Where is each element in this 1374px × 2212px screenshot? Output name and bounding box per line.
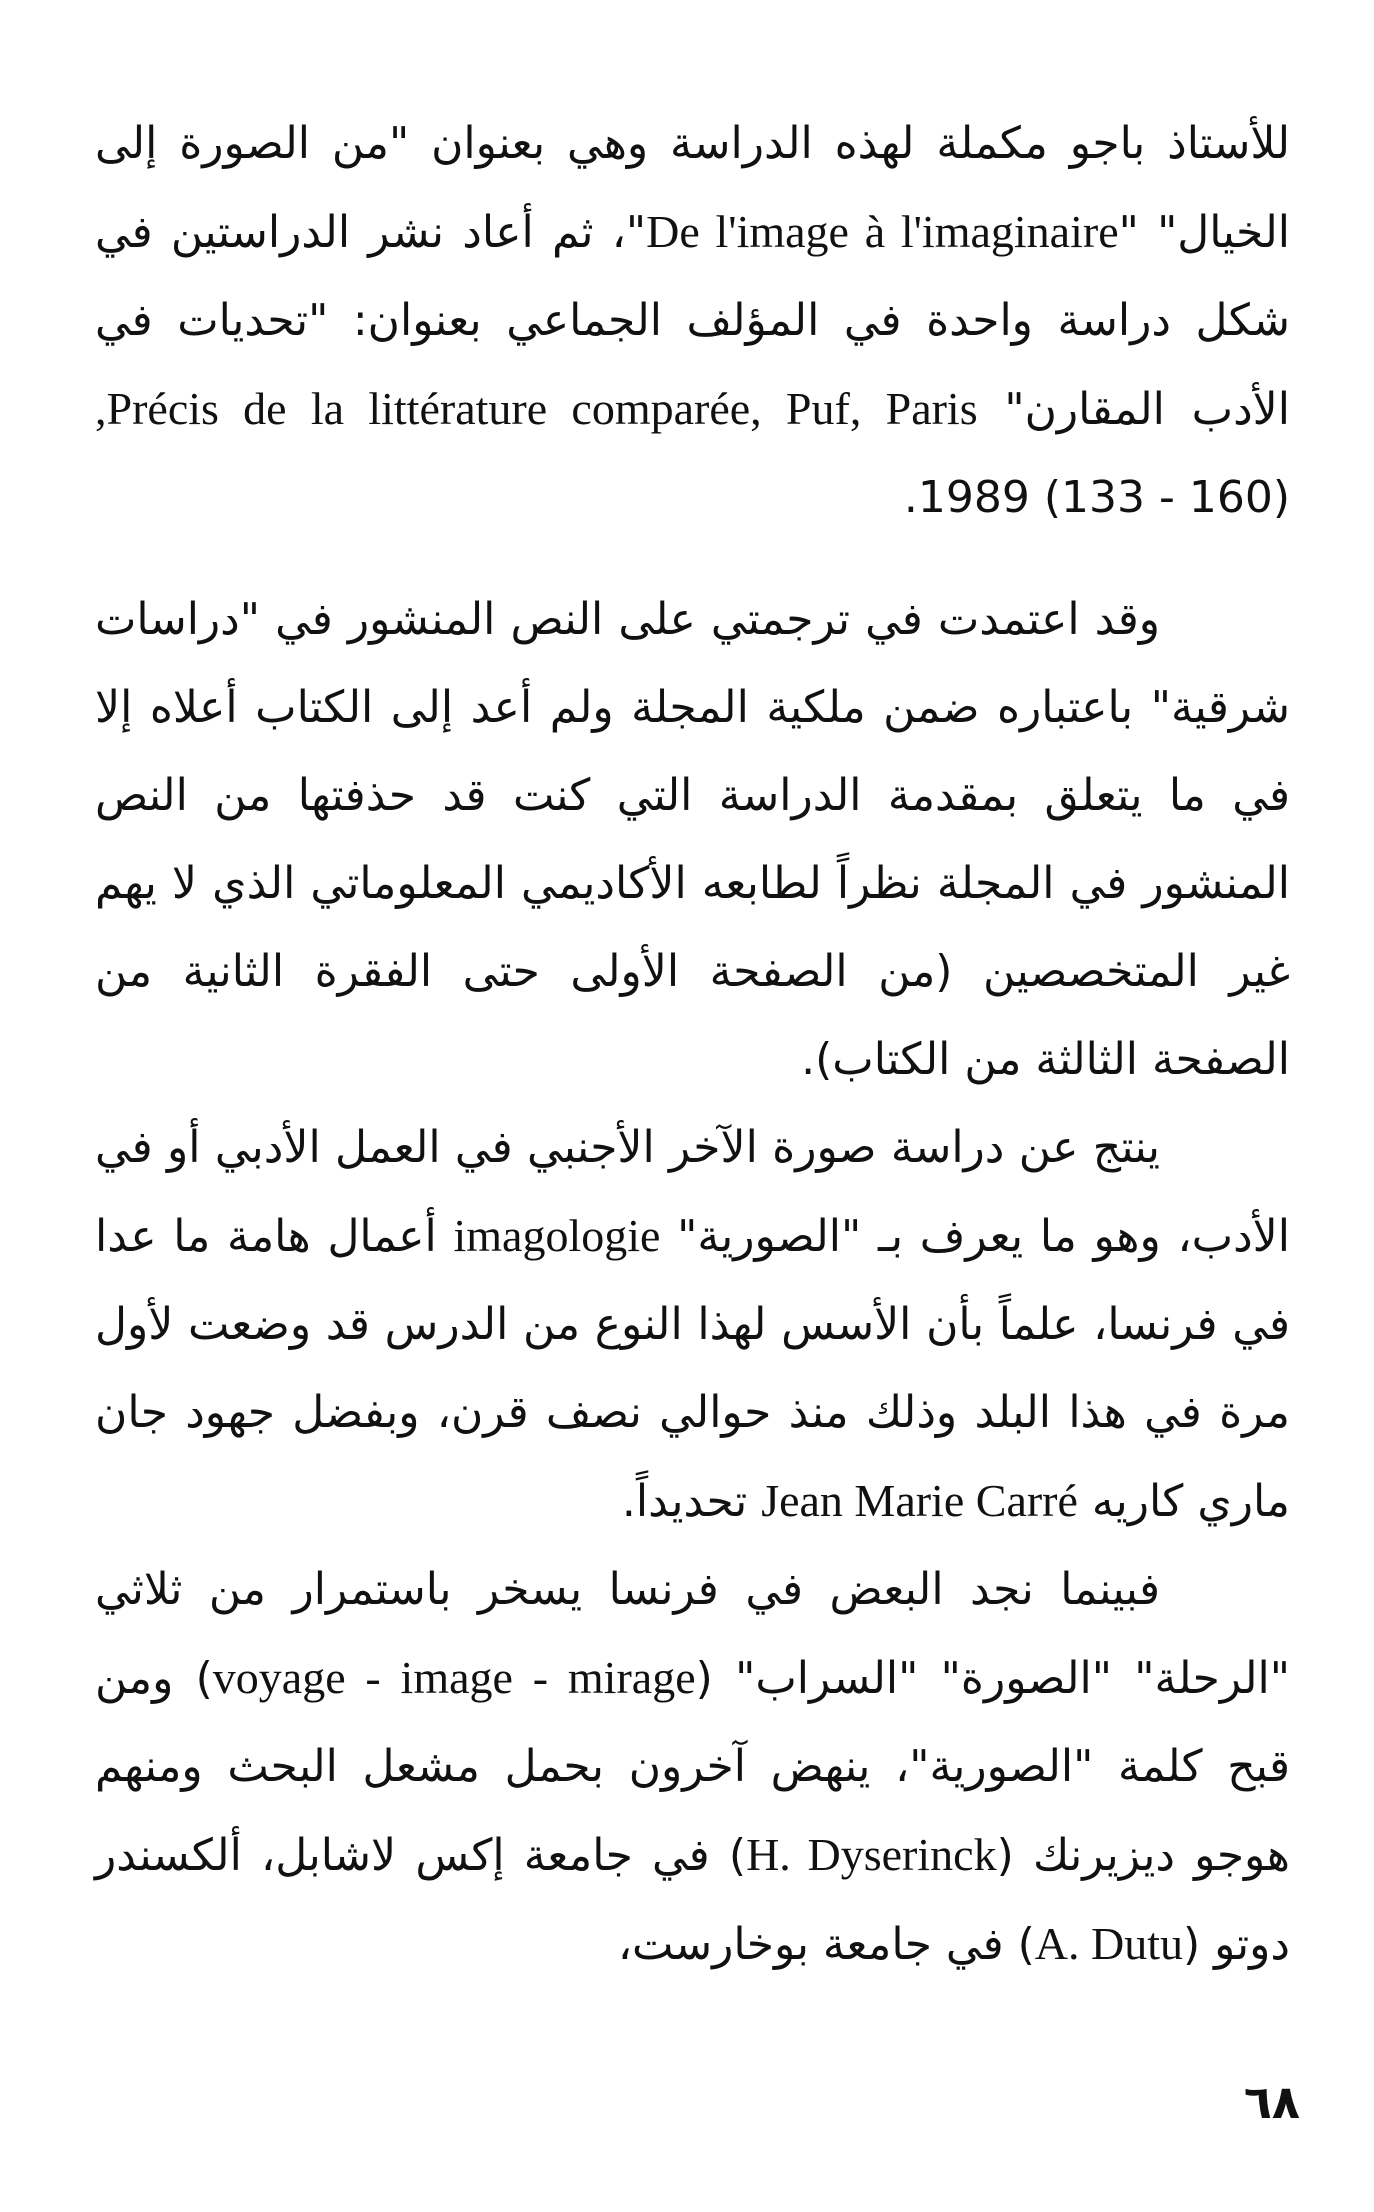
arabic-text: وقد اعتمدت في ترجمتي على النص المنشور في "دراسات شرقية" باعتباره ضمن ملكية المجلة ولم أعد إلى الكتاب أعلاه إلا في ما يتعلق بمقدمة الدراسة التي كنت قد حذفتها من النص المنشور في المجلة نظراً لطابعه الأكاديمي المعلوماتي الذي لا يهم غير المتخصصين (من الصفحة الأولى حتى الفقرة الثانية من الصفحة الثالثة من الكتاب). — [95, 594, 1290, 1085]
paragraph-spacer — [95, 542, 1290, 576]
document-page — [95, 100, 1290, 2200]
arabic-text: فبينما نجد البعض في فرنسا يسخر باستمرار من ثلاثي "الرحلة" "الصورة" "السراب" ( — [95, 1564, 1290, 1704]
arabic-text: ) في جامعة بوخارست، — [617, 1919, 1035, 1970]
paragraph-1 — [95, 100, 1290, 542]
arabic-text: للأستاذ باجو مكملة لهذه الدراسة وهي بعنوان "من الصورة إلى الخيال" " — [95, 118, 1290, 258]
latin-text: A. Dutu — [1034, 1918, 1184, 1969]
arabic-text: أعمال هامة ما عدا في فرنسا، علماً بأن الأسس لهذا النوع من الدرس قد وضعت لأول مرة في هذا البلد وذلك منذ حوالي نصف قرن، وبفضل جهود جان ماري كاريه — [95, 1211, 1290, 1527]
latin-text: voyage - image - mirage — [212, 1652, 696, 1703]
latin-text: imagologie — [453, 1210, 661, 1261]
paragraph-2 — [95, 576, 1290, 1104]
arabic-text: ينتج عن دراسة صورة الآخر الأجنبي في العمل الأدبي أو في الأدب، وهو ما يعرف بـ "الصورية" — [95, 1122, 1290, 1262]
latin-text: Jean Marie Carré — [761, 1475, 1078, 1526]
latin-text: Précis de la littérature comparée, Puf, Paris, — [95, 383, 978, 434]
arabic-text: ) ومن قبح كلمة "الصورية"، ينهض آخرون بحمل مشعل البحث ومنهم هوجو ديزيرنك ( — [95, 1653, 1290, 1881]
arabic-text: "، ثم أعاد نشر الدراستين في شكل دراسة واحدة في المؤلف الجماعي بعنوان: "تحديات في الأدب المقارن" — [95, 207, 1290, 435]
arabic-text: ) في جامعة إكس لاشابل، ألكسندر دوتو ( — [95, 1830, 1290, 1970]
paragraph-4 — [95, 1546, 1290, 1989]
arabic-text: تحديداً. — [621, 1476, 762, 1527]
paragraph-3 — [95, 1104, 1290, 1546]
latin-text: H. Dyserinck — [746, 1829, 997, 1880]
latin-text: De l'image à l'imaginaire — [646, 206, 1119, 257]
page-number: ٦٨ — [1243, 2075, 1300, 2129]
arabic-text: (160 - 133) 1989. — [903, 472, 1290, 523]
